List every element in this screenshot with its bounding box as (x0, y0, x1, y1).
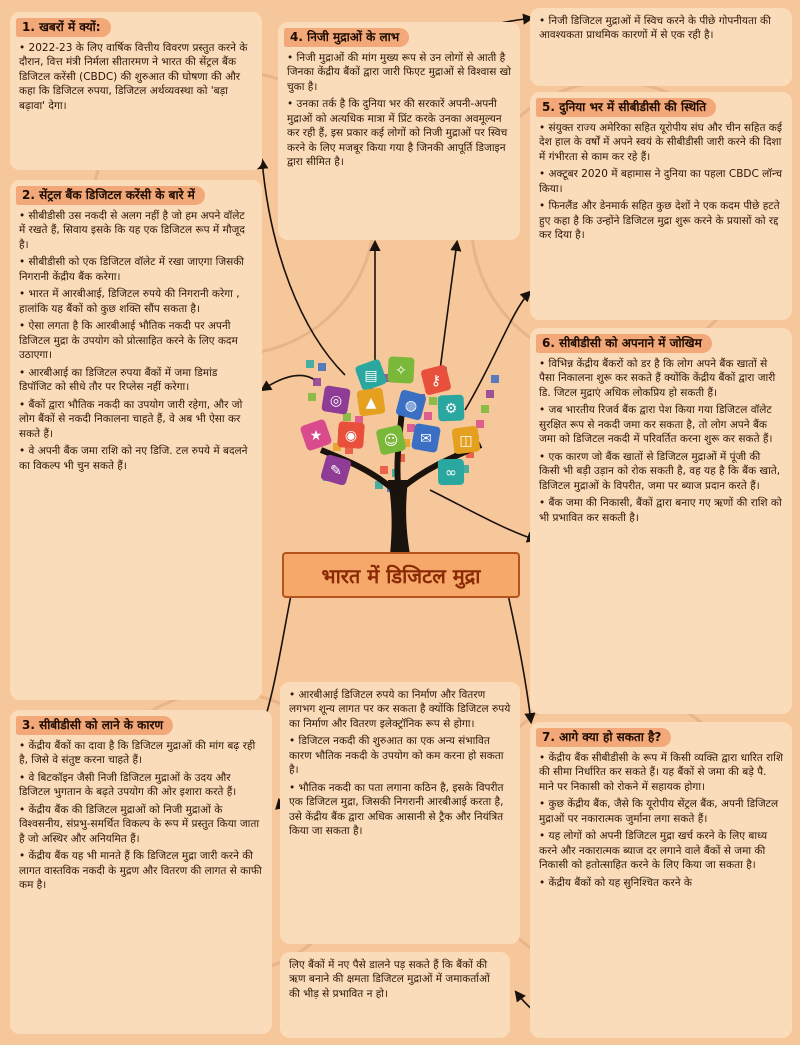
svg-text:▤: ▤ (364, 368, 378, 384)
section-2-list (19, 209, 253, 473)
section-4-list (287, 51, 511, 170)
list-item: • केंद्रीय बैंक यह भी मानते हैं कि डिजिटल मुद्रा जारी करने की लागत वास्तविक नकदी के मुद्रण और वितरण की लागत से काफी कम है। (19, 850, 262, 892)
page-title: भारत में डिजिटल मुद्रा (321, 563, 481, 588)
list-item: • भौतिक नकदी का पता लगाना कठिन है, इसके विपरीत एक डिजिटल मुद्रा, जिसकी निगरानी आरबीआई करता है, उसे केंद्रीय बैंक द्वारा अधिक आसानी से ट्रैक और नियंत्रित किया जा सकता है। (289, 781, 504, 838)
section-4-extra-box (530, 8, 792, 86)
svg-text:⚷: ⚷ (430, 373, 442, 389)
list-item: • सीबीडीसी उस नकदी से अलग नहीं है जो हम अपने वॉलेट में रखते हैं, सिवाय इसके कि यह एक डिजिटल रूप में मौजूद है। (19, 210, 245, 251)
center-box-2 (280, 952, 510, 1038)
list-item: • केंद्रीय बैंक सीबीडीसी के रूप में किसी व्यक्ति द्वारा धारित राशि की सीमा निर्धारित कर सकते हैं। यह बैंकों से जमा की बड़े पै. माने पर निकासी को रोकने में सहायक होगा। (539, 752, 784, 793)
tile-gear-icon (438, 395, 465, 422)
tile-star-icon (299, 418, 332, 451)
svg-text:∞: ∞ (445, 465, 457, 481)
confetti-square (476, 420, 484, 428)
svg-text:✉: ✉ (420, 431, 432, 447)
tile-mail-icon (411, 423, 441, 453)
section-4-extra-list (539, 14, 783, 43)
section-3-heading: 3. सीबीडीसी को लाने के कारण (16, 716, 173, 735)
tile-target-icon (337, 421, 365, 449)
tile-cart-icon (452, 426, 481, 455)
section-7-box (530, 722, 792, 1038)
center-box-1 (280, 682, 520, 944)
section-3-box (10, 710, 272, 1034)
svg-text:✧: ✧ (395, 363, 407, 379)
list-item: • बैंकों द्वारा भौतिक नकदी का उपयोग जारी रहेगा, और जो लोग बैंकों से नकदी निकालना चाहते हैं, वे अब भी ऐसा कर सकते हैं। (19, 398, 243, 440)
list-item: • एक कारण जो बैंक खातों से डिजिटल मुद्राओं में पूंजी की किसी भी बड़ी उड़ान को रोक सकती है, वह यह है कि बैंक खाते, डिजिटल मुद्राओं के विपरीत, जमा पर ब्याज प्रदान करते हैं। (539, 450, 781, 492)
section-2-box (10, 180, 262, 700)
svg-text:◎: ◎ (329, 393, 343, 409)
section-2-heading: 2. सेंट्रल बैंक डिजिटल करेंसी के बारे में (16, 186, 205, 205)
title-banner (282, 552, 520, 598)
list-item: • उनका तर्क है कि दुनिया भर की सरकारें अपनी-अपनी मुद्राओं को अत्यधिक मात्रा में प्रिंट करके उनका अवमूल्यन कर रही हैं, इस प्रकार कई लोगों को निजी मुद्राओं पर स्विच करने के लिए मजबूर किया गया है जिनकी आपूर्ति डिजाइन द्वारा सीमित है। (287, 98, 508, 169)
tile-document-icon (354, 358, 387, 391)
tile-chart-icon (356, 387, 385, 416)
list-item: • निजी मुद्राओं की मांग मुख्य रूप से उन लोगों से आती है जिनका केंद्रीय बैंकों द्वारा जारी फिएट मुद्राओं से विश्वास खो चुका है। (287, 52, 511, 93)
list-item: • जब भारतीय रिजर्व बैंक द्वारा पेश किया गया डिजिटल वॉलेट सुरक्षित रूप से नकदी जमा कर सकता है, तो लोग अपने बैंक जमा को डिजिटल नकदी में परिवर्तित करना शुरू कर सकते हैं। (539, 404, 773, 446)
section-1-heading: 1. खबरों में क्यों: (16, 18, 111, 37)
list-item: • कुछ केंद्रीय बैंक, जैसे कि यूरोपीय सेंट्रल बैंक, अपनी डिजिटल मुद्राओं पर नकारात्मक जुर्माना लगा सकते हैं। (539, 798, 779, 825)
list-item: • फिनलैंड और डेनमार्क सहित कुछ देशों ने एक कदम पीछे हटते हुए कहा है कि उन्होंने डिजिटल मुद्रा शुरू करने के प्रयासों को रद्द कर दिया है। (539, 200, 780, 242)
confetti-square (424, 412, 432, 420)
list-item: • डिजिटल नकदी की शुरुआत का एक अन्य संभावित कारण भौतिक नकदी के उपयोग को कम करना हो सकता है। (289, 735, 504, 777)
confetti-square (429, 397, 437, 405)
list-item: लिए बैंकों में नए पैसे डालने पड़ सकते हैं कि बैंकों की ऋण बनाने की क्षमता डिजिटल मुद्राओं में जमाकर्ताओं की भीड़ से प्रभावित न हो। (289, 959, 490, 1000)
tile-target-icon (321, 385, 351, 415)
list-item: • भारत में आरबीआई, डिजिटल रुपये की निगरानी करेगा , हालांकि यह बैंकों को कुछ शक्ति सौंप सकता है। (19, 288, 240, 315)
section-4-heading: 4. निजी मुद्राओं के लाभ (284, 28, 409, 47)
confetti-square (491, 375, 499, 383)
list-item: • केंद्रीय बैंकों का दावा है कि डिजिटल मुद्राओं की मांग बढ़ रही है, जिसे वे संतुष्ट करना चाहते हैं। (19, 740, 256, 767)
list-item: • केंद्रीय बैंकों को यह सुनिश्चित करने के (539, 876, 692, 889)
list-item: • सीबीडीसी को एक डिजिटल वॉलेट में रखा जाएगा जिसकी निगरानी केंद्रीय बैंक करेगा। (19, 256, 245, 283)
section-1-box (10, 12, 262, 170)
section-4-box (278, 22, 520, 240)
confetti-square (481, 405, 489, 413)
confetti-square (380, 466, 388, 474)
svg-text:◉: ◉ (344, 428, 358, 444)
list-item: • वे अपनी बैंक जमा राशि को नए डिजि. टल रुपये में बदलने का विकल्प भी चुन सकते हैं। (19, 445, 248, 472)
list-item: • निजी डिजिटल मुद्राओं में स्विच करने के पीछे गोपनीयता की आवश्यकता प्राथमिक कारणों में से एक रही है। (539, 15, 771, 42)
svg-text:★: ★ (309, 428, 323, 444)
confetti-square (318, 363, 326, 371)
list-item: • आरबीआई का डिजिटल रुपया बैंकों में जमा डिमांड डिपॉजिट को सीधे तौर पर रिप्लेस नहीं करेगा। (19, 366, 218, 394)
confetti-square (306, 360, 314, 368)
confetti-square (313, 378, 321, 386)
tile-link-icon (438, 459, 464, 485)
svg-text:◫: ◫ (459, 433, 473, 449)
list-item: • अक्टूबर 2020 में बहामास ने दुनिया का पहला CBDC लॉन्च किया। (539, 168, 783, 195)
center-box-1-list (289, 688, 511, 839)
list-item: • वे बिटकॉइन जैसी निजी डिजिटल मुद्राओं के उदय और डिजिटल भुगतान के बढ़ते उपयोग की ओर इशारा करते हैं। (19, 771, 237, 799)
svg-text:◍: ◍ (404, 398, 418, 414)
svg-text:▲: ▲ (365, 395, 377, 411)
section-5-heading: 5. दुनिया भर में सीबीडीसी की स्थिति (536, 98, 716, 117)
section-5-list (539, 121, 783, 243)
tile-key-icon (420, 364, 452, 396)
list-item: • यह लोगों को अपनी डिजिटल मुद्रा खर्च करने के लिए बाध्य करने और नकारात्मक ब्याज दर लगाने वाले बैंकों से जमा की निकासी को हतोत्साहित करने के लिए किया जा सकता है। (539, 830, 768, 872)
section-7-list (539, 751, 783, 890)
section-6-heading: 6. सीबीडीसी को अपनाने में जोखिम (536, 334, 712, 353)
list-item: • संयुक्त राज्य अमेरिका सहित यूरोपीय संघ और चीन सहित कई देश हाल के वर्षों में अपने स्वयं के सीबीडीसी जारी करने की दिशा में गंभीरता से काम कर रहे हैं। (539, 122, 782, 163)
list-item: • ऐसा लगता है कि आरबीआई भौतिक नकदी पर अपनी डिजिटल मुद्रा के उपयोग को प्रोत्साहित करने के लिए कदम उठाएगा। (19, 320, 238, 362)
svg-text:☺: ☺ (383, 433, 399, 449)
section-7-heading: 7. आगे क्या हो सकता है? (536, 728, 671, 747)
section-5-box (530, 92, 792, 320)
svg-text:⚙: ⚙ (444, 401, 458, 417)
list-item: • केंद्रीय बैंक की डिजिटल मुद्राओं को निजी मुद्राओं के विश्वसनीय, संप्रभु-समर्थित विकल्प के रूप में प्रस्तुत किया जाता है जो अस्थिर और अनियमित हैं। (19, 803, 260, 845)
list-item: • आरबीआई डिजिटल रुपये का निर्माण और वितरण लगभग शून्य लागत पर कर सकता है क्योंकि डिजिटल रुपये का निर्माण और वितरण इलेक्ट्रॉनिक रूप से होगा। (289, 689, 511, 730)
confetti-square (407, 424, 415, 432)
list-item: • 2022-23 के लिए वार्षिक वित्तीय विवरण प्रस्तुत करने के दौरान, वित्त मंत्री निर्मला सीतारमण ने भारत की सेंट्रल बैंक डिजिटल करेंसी (CBDC) की शुरुआत की घोषणा की और कहा कि डिजिटल रुपया, डिजिटल अर्थव्यवस्था को 'बड़ा बढ़ावा' देगा। (19, 42, 248, 112)
list-item: • विभिन्न केंद्रीय बैंकरों को डर है कि लोग अपने बैंक खातों से पैसा निकालना शुरू कर सकते हैं क्योंकि केंद्रीय बैंकों द्वारा जारी डि. जिटल मुद्राएं अधिक लोकप्रिय हो सकती हैं। (539, 358, 776, 399)
tile-bulb-icon (387, 356, 414, 383)
list-item: • बैंक जमा की निकासी, बैंकों द्वारा बनाए गए ऋणों की राशि को भी प्रभावित कर सकती है। (539, 497, 782, 524)
confetti-square (308, 393, 316, 401)
section-1-list (19, 41, 253, 113)
section-6-box (530, 328, 792, 714)
svg-text:✎: ✎ (330, 463, 342, 479)
section-3-list (19, 739, 263, 893)
section-6-list (539, 357, 783, 525)
confetti-square (486, 390, 494, 398)
center-box-2-list (289, 958, 501, 1001)
